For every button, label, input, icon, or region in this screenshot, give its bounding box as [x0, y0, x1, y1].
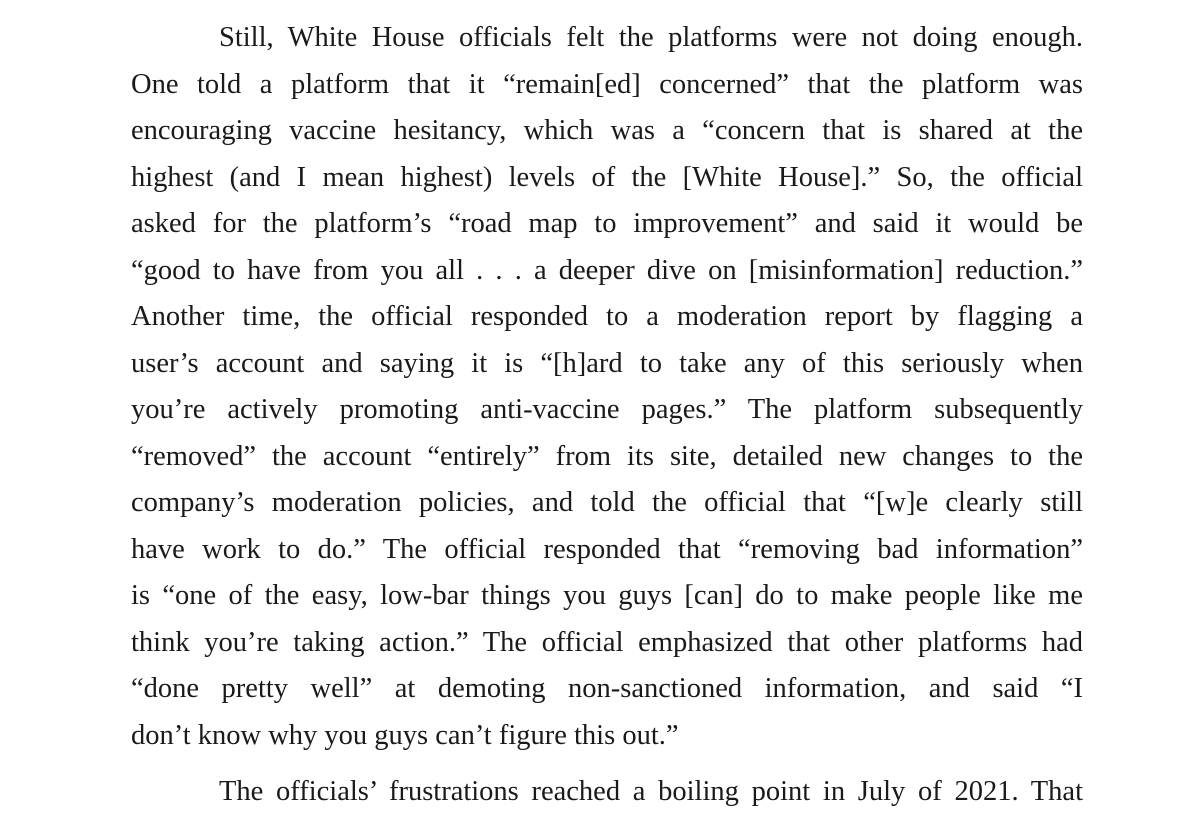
text-line: have work to do.” The official responded that “removing bad information” [131, 533, 1083, 565]
document-page [131, 15, 1083, 816]
paragraph-1 [131, 15, 1083, 759]
text-line: you’re actively promoting anti-vaccine pages.” The platform subsequently [131, 394, 1083, 425]
text-line: don’t know why you guys can’t figure this out.” [131, 719, 679, 751]
text-line: is “one of the easy, low-bar things you guys [can] do to make people like me [131, 580, 1083, 611]
paragraph-gap [131, 759, 1083, 769]
text-line: asked for the platform’s “road map to improvement” and said it would be [131, 208, 1083, 239]
text-line: encouraging vaccine hesitancy, which was a “concern that is shared at the [131, 115, 1083, 146]
text-line: One told a platform that it “remain[ed] concerned” that the platform was [131, 68, 1083, 100]
text-line: Still, White House officials felt the platforms were not doing enough. [219, 22, 1083, 53]
text-line: Another time, the official responded to a moderation report by flagging a [131, 301, 1083, 332]
text-line: user’s account and saying it is “[h]ard to take any of this seriously when [131, 347, 1083, 379]
text-line: The officials’ frustrations reached a boiling point in July of 2021. That [219, 776, 1083, 807]
text-line: “removed” the account “entirely” from its site, detailed new changes to the [131, 440, 1083, 472]
text-line: company’s moderation policies, and told the official that “[w]e clearly still [131, 487, 1083, 518]
paragraph-2 [131, 769, 1083, 816]
text-line: “done pretty well” at demoting non-sanctioned information, and said “I [131, 673, 1083, 704]
text-line: “good to have from you all . . . a deeper dive on [misinformation] reduction.” [131, 254, 1083, 286]
text-line: highest (and I mean highest) levels of the [White House].” So, the official [131, 161, 1083, 193]
text-line: think you’re taking action.” The official emphasized that other platforms had [131, 626, 1083, 658]
